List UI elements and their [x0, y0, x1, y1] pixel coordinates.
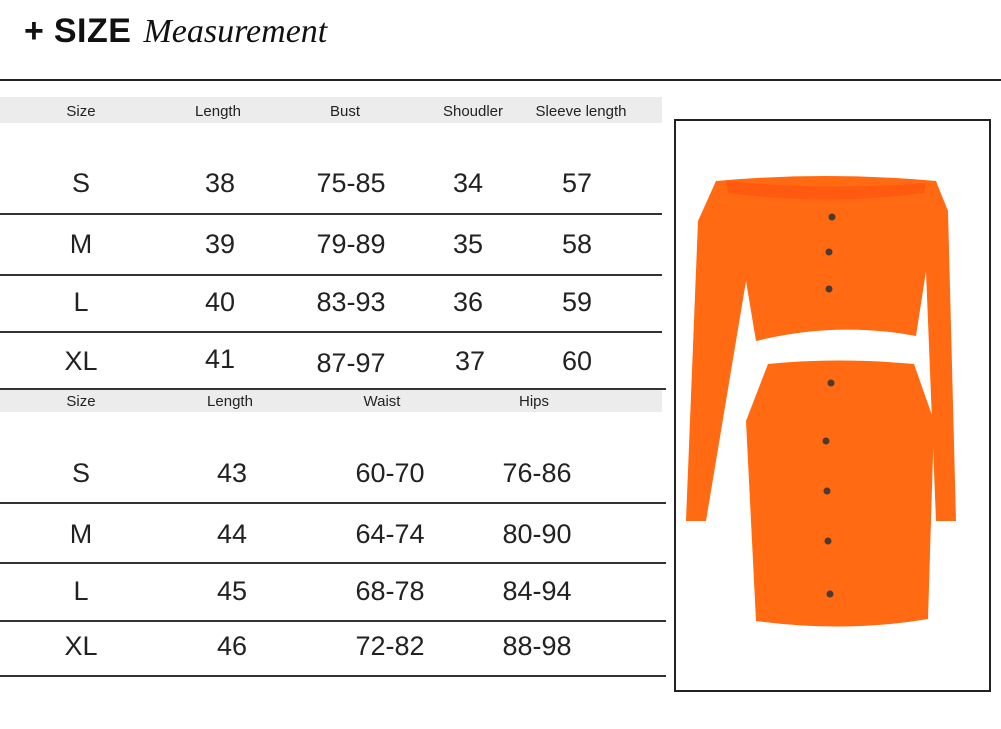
header-hips: Hips: [518, 393, 550, 410]
row-divider: [0, 620, 666, 622]
cell: 34: [452, 168, 484, 198]
cell: 58: [561, 229, 593, 259]
cell: 39: [204, 229, 236, 259]
row-divider: [0, 675, 666, 677]
cell: 43: [216, 458, 248, 488]
cell: 88-98: [502, 631, 572, 661]
cell: 36: [452, 287, 484, 317]
cell: 83-93: [316, 287, 386, 317]
cell: 59: [561, 287, 593, 317]
cell: M: [69, 519, 93, 549]
cell: 79-89: [316, 229, 386, 259]
row-divider: [0, 331, 662, 333]
outfit-illustration: [676, 121, 989, 690]
cell: S: [71, 458, 91, 488]
cell: 57: [561, 168, 593, 198]
cell: 76-86: [502, 458, 572, 488]
page-title: [24, 12, 327, 56]
plus-icon: +: [24, 12, 44, 50]
cell: S: [71, 168, 91, 198]
header-bust: Bust: [329, 103, 361, 120]
product-image: [674, 119, 991, 692]
cell: 64-74: [355, 519, 425, 549]
cell: L: [73, 287, 89, 317]
header-size: Size: [66, 103, 96, 120]
cell: 40: [204, 287, 236, 317]
cell: XL: [64, 346, 98, 376]
row-divider: [0, 274, 662, 276]
title-measurement: Measurement: [143, 13, 328, 50]
cell: 46: [216, 631, 248, 661]
header-sleeve-length: Sleeve length: [535, 103, 627, 120]
cell: 72-82: [355, 631, 425, 661]
header-waist: Waist: [363, 393, 401, 410]
cell: 44: [216, 519, 248, 549]
cell: 60: [561, 346, 593, 376]
bottom-table-header: [0, 390, 662, 412]
cell: 38: [204, 168, 236, 198]
header-size: Size: [66, 393, 96, 410]
cell: 87-97: [316, 348, 386, 378]
row-divider: [0, 213, 662, 215]
title-size: SIZE: [53, 12, 132, 50]
cell: M: [69, 229, 93, 259]
row-divider: [0, 562, 666, 564]
header-length: Length: [207, 393, 253, 410]
title-divider: [0, 79, 1001, 81]
cell: 45: [216, 576, 248, 606]
cell: 84-94: [502, 576, 572, 606]
cell: 35: [452, 229, 484, 259]
row-divider: [0, 502, 666, 504]
cell: XL: [64, 631, 98, 661]
cell: L: [73, 576, 89, 606]
cell: 41: [204, 344, 236, 374]
header-length: Length: [195, 103, 241, 120]
cell: 80-90: [502, 519, 572, 549]
cell: 37: [454, 346, 486, 376]
cell: 60-70: [355, 458, 425, 488]
cell: 75-85: [316, 168, 386, 198]
header-shoulder: Shoudler: [442, 103, 504, 120]
cell: 68-78: [355, 576, 425, 606]
